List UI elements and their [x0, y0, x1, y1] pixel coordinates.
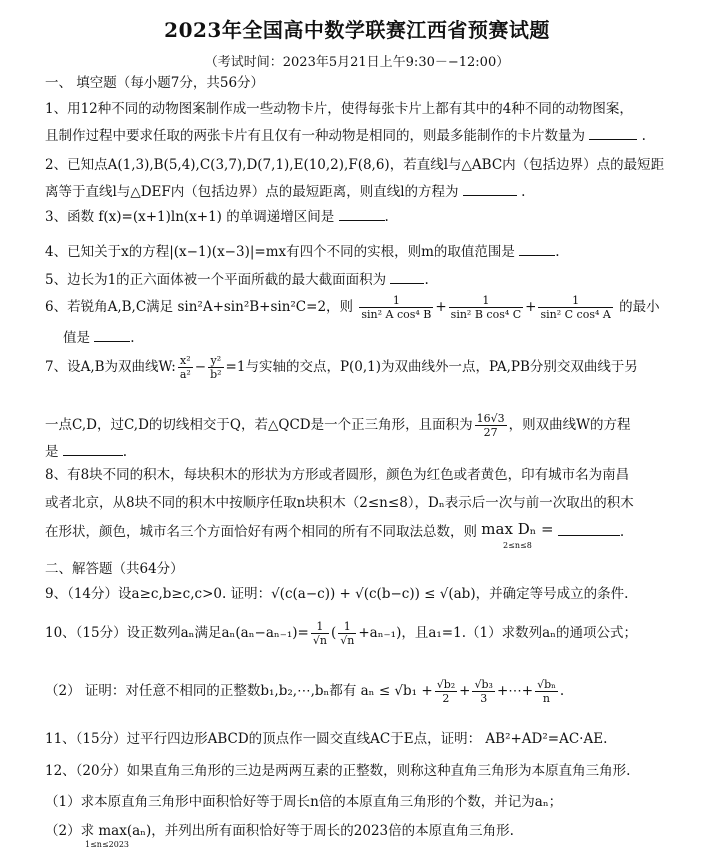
q7-area-fraction: $\frac{16√3}{27}$ [476, 412, 505, 439]
q10-frac-b3: $\frac{\text{√b₃}}{3}$ [474, 678, 493, 705]
q10-dots: +⋯+ [496, 683, 534, 699]
exam-title: 2023年全国高中数学联赛江西省预赛试题 [164, 18, 550, 42]
q12-max-range: 1≤n≤2023 [85, 840, 130, 849]
q3-answer-blank[interactable] [339, 207, 385, 221]
q4-text: 4、已知关于x的方程|(x−1)(x−3)|=mx有四个不同的实根，则m的取值范围是 [45, 244, 515, 260]
q6-line1: 6、若锐角A,B,C满足 sin²A+sin²B+sin²C=2，则 $\frac{1}{\text{sin² A cos⁴ B}}$ + $\frac{1}{\text{sin² B cos⁴ C}}$ + $\frac{1}{\text{sin² C cos⁴ A}}$ 的最小 [45, 294, 660, 321]
section-fill-in: 一、 填空题（每小题7分，共56分） [45, 75, 265, 91]
q9-line: 9、（14分）设a≥c,b≥c,c>0. 证明：√(c(a−c)) + √(c(b−c)) ≤ √(ab)，并确定等号成立的条件. [45, 586, 629, 602]
q10-frac-2: $\frac{1}{√n}$ [340, 620, 355, 647]
q10-frac-bn: $\frac{\text{√bₙ}}{n}$ [537, 678, 556, 705]
q5-answer-blank[interactable] [390, 270, 424, 284]
q6-text2: 值是 [63, 330, 90, 346]
q1-text: 且制作过程中要求任取的两张卡片有且仅有一种动物是相同的，则最多能制作的卡片数量为 [45, 128, 585, 144]
q7-frac-x: $\frac{\text{x²}}{\text{a²}}$ [179, 354, 191, 381]
q12-line1: 12、（20分）如果直角三角形的三边是两两互素的正整数，则称这种直角三角形为本原直角三角形. [45, 763, 631, 779]
q7-text-d: ，则双曲线W的方程 [508, 417, 631, 433]
q8-text: 在形状，颜色，城市名三个方面恰好有两个相同的所有不同取法总数，则 [45, 524, 477, 540]
q7-text: 7、设A,B为双曲线W: [45, 359, 176, 375]
q7-text-e: 是 [45, 444, 59, 460]
q7-frac-y: $\frac{\text{y²}}{\text{b²}}$ [210, 354, 222, 381]
q2-line1: 2、已知点A(1,3),B(5,4),C(3,7),D(7,1),E(10,2),F(8,6)，若直线l与△ABC内（包括边界）点的最短距 [45, 157, 665, 173]
q2-text: 离等于直线l与△DEF内（包括边界）点的最短距离，则直线l的方程为 [45, 184, 459, 200]
q7-text-b: =1与实轴的交点，P(0,1)为双曲线外一点，PA,PB分别交双曲线于另 [225, 359, 638, 375]
q8-answer-blank[interactable] [558, 522, 620, 536]
section-solve: 二、解答题（共64分） [45, 561, 184, 577]
q7-line2 [45, 408, 665, 442]
q6-text-end: 的最小 [619, 299, 660, 315]
q1-answer-blank[interactable] [589, 126, 637, 140]
q10-part2: （2） 证明：对任意不相同的正整数b₁,b₂,⋯,bₙ都有 aₙ ≤ √b₁ + [45, 683, 433, 699]
q1-line1: 1、用12种不同的动物图案制作成一些动物卡片，使得每张卡片上都有其中的4种不同的动物图案， [45, 101, 633, 117]
q5-line: 5、边长为1的正六面体被一个平面所截的最大截面面积为 . [45, 272, 429, 288]
q7-line3: 是 . [45, 444, 128, 460]
q7-text-c: 一点C,D，过C,D的切线相交于Q，若△QCD是一个正三角形，且面积为 [45, 417, 473, 433]
q10-frac-b2: $\frac{\text{√b₂}}{2}$ [436, 678, 456, 705]
q6-fraction-3: $\frac{1}{\text{sin² C cos⁴ A}}$ [540, 294, 611, 321]
q2-line2: 离等于直线l与△DEF内（包括边界）点的最短距离，则直线l的方程为 . [45, 184, 526, 200]
q6-fraction-2: $\frac{1}{\text{sin² B cos⁴ C}}$ [450, 294, 522, 321]
q7-line1: 7、设A,B为双曲线W: $\frac{\text{x²}}{\text{a²}}$ − $\frac{\text{y²}}{\text{b²}}$ =1与实轴的交点，P(0,1)为双曲线外一点，PA,PB分别交双曲线于另 [45, 354, 638, 381]
q3-line: 3、函数 f(x)=(x+1)ln(x+1) 的单调递增区间是 . [45, 209, 389, 225]
q10-paren: ( [330, 625, 337, 641]
q10-line2: （2） 证明：对任意不相同的正整数b₁,b₂,⋯,bₙ都有 aₙ ≤ √b₁ + $\frac{\text{√b₂}}{2}$ + $\frac{\text{√b₃}}{3}$ +⋯+ $\frac{\text{√bₙ}}{n}$ . [45, 678, 565, 705]
q6-line2: 值是 . [63, 330, 135, 346]
q8-max: max Dₙ = 2≤n≤8 [481, 520, 554, 550]
q2-answer-blank[interactable] [463, 182, 517, 196]
q3-text: 3、函数 f(x)=(x+1)ln(x+1) 的单调递增区间是 [45, 209, 335, 225]
q6-fraction-1: $\frac{1}{\text{sin² A cos⁴ B}}$ [361, 294, 432, 321]
q10-frac-1: $\frac{1}{√n}$ [312, 620, 327, 647]
q10-text: 10、（15分）设正数列aₙ满足aₙ(aₙ−aₙ₋₁)= [45, 625, 309, 641]
q4-line: 4、已知关于x的方程|(x−1)(x−3)|=mx有四个不同的实根，则m的取值范围是 . [45, 244, 560, 260]
q4-answer-blank[interactable] [519, 242, 555, 256]
exam-time: （考试时间：2023年5月21日上午9:30－−12:00） [204, 55, 510, 70]
q10-text-b: +aₙ₋₁)，且a₁=1.（1）求数列aₙ的通项公式； [358, 625, 637, 641]
q8-line1: 8、有8块不同的积木，每块积木的形状为方形或者圆形，颜色为红色或者黄色，印有城市名为南昌 [45, 467, 630, 483]
q7-answer-blank[interactable] [63, 442, 123, 456]
q1-line2: 且制作过程中要求任取的两张卡片有且仅有一种动物是相同的，则最多能制作的卡片数量为 . [45, 128, 646, 144]
q10-line1 [45, 616, 665, 650]
q12-line3: （2）求 max(aₙ)，并列出所有面积恰好等于周长的2023倍的本原直角三角形. [45, 823, 514, 839]
q5-text: 5、边长为1的正六面体被一个平面所截的最大截面面积为 [45, 272, 387, 288]
q12-line2: （1）求本原直角三角形中面积恰好等于周长n倍的本原直角三角形的个数，并记为aₙ； [45, 794, 563, 810]
q8-line3: 在形状，颜色，城市名三个方面恰好有两个相同的所有不同取法总数，则 max Dₙ = 2≤n≤8 . [45, 522, 665, 553]
q6-text: 6、若锐角A,B,C满足 sin²A+sin²B+sin²C=2，则 [45, 299, 354, 315]
q8-line2: 或者北京，从8块不同的积木中按顺序任取n块积木（2≤n≤8），Dₙ表示后一次与前一次取出的积木 [45, 495, 634, 511]
q11-line: 11、（15分）过平行四边形ABCD的顶点作一圆交直线AC于E点，证明： AB²+AD²=AC·AE. [45, 731, 608, 747]
q6-answer-blank[interactable] [94, 328, 130, 342]
